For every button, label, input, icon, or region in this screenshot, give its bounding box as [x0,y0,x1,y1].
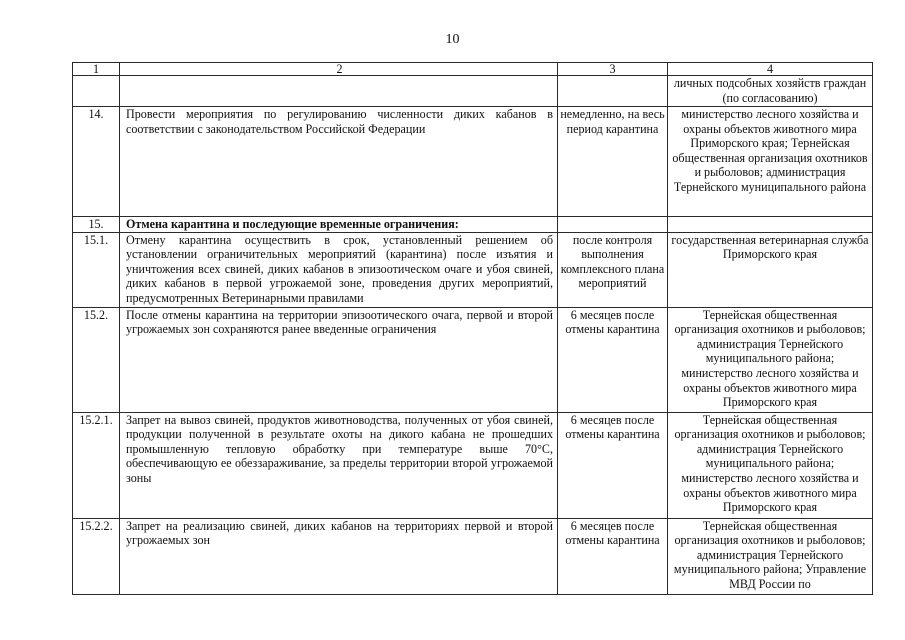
row-executor: Тернейская общественная организация охотников и рыболовов; администрация Тернейского муниципального района; министерство лесного хозяйства и охраны объектов животного мира Приморского края [668,307,873,412]
row-executor: личных подсобных хозяйств граждан (по согласованию) [668,76,873,107]
row-number: 15.1. [73,232,120,307]
row-term [558,76,668,107]
row-term: 6 месяцев после отмены карантина [558,412,668,518]
row-term: 6 месяцев после отмены карантина [558,307,668,412]
table-row [73,232,873,307]
row-number: 15.2.2. [73,518,120,594]
row-measure: Отмену карантина осуществить в срок, установленный решением об установлении ограничительных мероприятий (карантина) после изъятия и уничтожения всех свиней, диких кабанов в эпизоотическом очаге и убоя свиней, диких кабанов в первой угрожаемой зоне, проведения других мероприятий, предусмотренных Ветеринарными правилами [120,232,558,307]
row-term: после контроля выполнения комплексного плана мероприятий [558,232,668,307]
column-header-1: 1 [73,63,120,76]
row-measure: Отмена карантина и последующие временные ограничения: [120,217,558,233]
row-number: 15.2. [73,307,120,412]
table-row [73,307,873,412]
row-measure: Провести мероприятия по регулированию численности диких кабанов в соответствии с законодательством Российской Федерации [120,107,558,217]
table-row [73,412,873,518]
row-number: 14. [73,107,120,217]
page-number: 10 [445,32,460,47]
row-executor: государственная ветеринарная служба Приморского края [668,232,873,307]
column-header-4: 4 [668,63,873,76]
row-term: немедленно, на весь период карантина [558,107,668,217]
row-measure: После отмены карантина на территории эпизоотического очага, первой и второй угрожаемых зон сохраняются ранее введенные ограничения [120,307,558,412]
row-number: 15. [73,217,120,233]
row-measure: Запрет на реализацию свиней, диких кабанов на территориях первой и второй угрожаемых зон [120,518,558,594]
table-row [73,76,873,107]
table-row [73,217,873,233]
column-header-3: 3 [558,63,668,76]
row-term: 6 месяцев после отмены карантина [558,518,668,594]
row-number [73,76,120,107]
row-executor [668,217,873,233]
row-measure [120,76,558,107]
row-executor: Тернейская общественная организация охотников и рыболовов; администрация Тернейского муниципального района; министерство лесного хозяйства и охраны объектов животного мира Приморского края [668,412,873,518]
row-executor: министерство лесного хозяйства и охраны объектов животного мира Приморского края; Тернейская общественная организация охотников и рыболовов; администрация Тернейского муниципального района [668,107,873,217]
column-header-2: 2 [120,63,558,76]
table-row [73,518,873,594]
table-header-row [73,63,873,76]
table-row [73,107,873,217]
measures-table [72,62,873,595]
row-measure: Запрет на вывоз свиней, продуктов животноводства, полученных от убоя свиней, продукции полученной в результате охоты на дикого кабана не прошедших промышленную тепловую обработку при температуре выше 70°C, обеспечивающую ее обеззараживание, за пределы территории второй угрожаемой зоны [120,412,558,518]
row-term [558,217,668,233]
row-executor: Тернейская общественная организация охотников и рыболовов; администрация Тернейского муниципального района; Управление МВД России по [668,518,873,594]
row-number: 15.2.1. [73,412,120,518]
